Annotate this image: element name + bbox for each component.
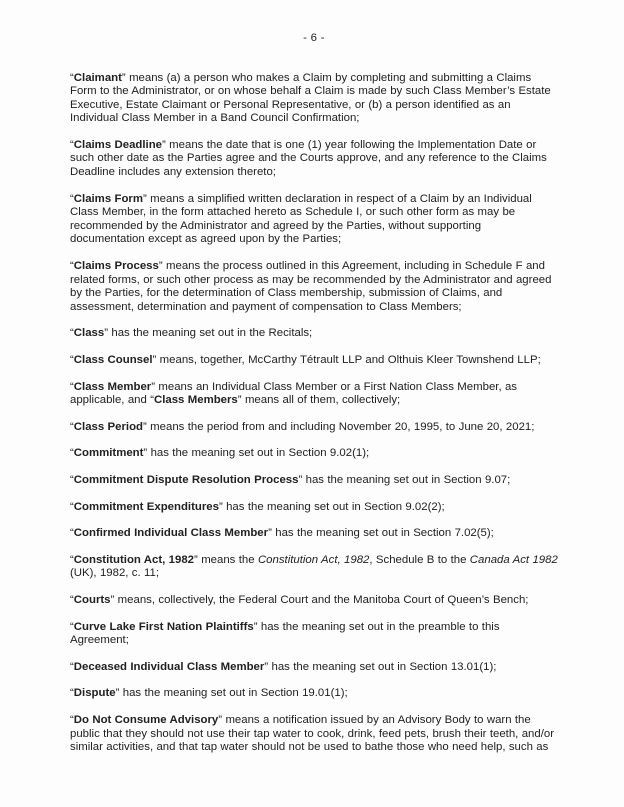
defined-term: Deceased Individual Class Member: [73, 660, 265, 673]
definition-text: “: [70, 138, 74, 151]
definition-class-counsel: [70, 354, 558, 368]
definition-claims-deadline: [70, 139, 558, 180]
definition-do-not-consume-advisory: [70, 714, 558, 755]
definition-text: Constitution Act, 1982: [257, 553, 370, 566]
definition-text: ” has the meaning set out in Section 7.02(5);: [268, 527, 494, 540]
definition-text: ” has the meaning set out in the Recitals;: [104, 327, 313, 340]
definition-text: “: [70, 447, 74, 460]
definition-commitment: [70, 447, 558, 461]
definition-text: ” means an Individual Class Member or a First Nation Class Member, as applicable, and “: [70, 380, 517, 407]
definition-text: “: [70, 380, 74, 393]
definition-claims-form: [70, 193, 558, 247]
definition-text: “: [70, 327, 74, 340]
definition-text: “: [70, 500, 74, 513]
definition-text: “: [70, 713, 74, 726]
defined-term: Constitution Act, 1982: [73, 553, 195, 566]
defined-term: Class Member: [73, 380, 152, 393]
definition-text: ” has the meaning set out in Section 19.01(1);: [115, 687, 348, 700]
defined-term: Dispute: [73, 687, 116, 700]
definition-text: “: [70, 260, 74, 273]
definition-text: ” means the date that is one (1) year following the Implementation Date or such other date as the Parties agree and the Courts approve, and any reference to the Claims Deadline includes any extension thereto;: [70, 138, 547, 179]
defined-term: Courts: [73, 593, 111, 606]
definition-commitment-expenditures: [70, 501, 558, 515]
definition-text: “: [70, 192, 74, 205]
defined-term: Confirmed Individual Class Member: [73, 527, 269, 540]
definition-text: ” means the: [194, 553, 258, 566]
defined-term: Commitment Dispute Resolution Process: [73, 473, 299, 486]
definition-class-member: [70, 381, 558, 408]
definition-class-period: [70, 421, 558, 435]
definition-text: “: [70, 354, 74, 366]
definition-text: “: [70, 660, 74, 673]
definition-text: Canada Act 1982: [469, 553, 558, 566]
definition-text: ” means (a) a person who makes a Claim by completing and submitting a Claims Form to the Administrator, or on whose behalf a Claim is made by such Class Member’s Estate Executive, Estate Claimant or Personal Representative, or (b) a person identified as an Individual Class Member in a Band Council Confirmation;: [70, 71, 551, 125]
defined-term: Claims Form: [73, 192, 143, 205]
defined-term: Class: [73, 327, 105, 340]
definition-confirmed-individual-class-member: [70, 527, 558, 541]
definition-text: ” means, together, McCarthy Tétrault LLP and Olthuis Kleer Townshend LLP;: [152, 354, 541, 366]
defined-term: Commitment: [73, 447, 144, 460]
defined-term: Class Counsel: [73, 354, 153, 366]
definition-text: ” means all of them, collectively;: [237, 394, 401, 407]
definition-text: “: [70, 553, 74, 566]
definition-claimant: [70, 72, 558, 126]
definition-dispute: [70, 687, 558, 701]
definition-text: ” means the period from and including November 20, 1995, to June 20, 2021;: [143, 420, 535, 433]
defined-term: Claims Process: [73, 260, 159, 273]
definition-text: “: [70, 527, 74, 540]
defined-term: Curve Lake First Nation Plaintiffs: [73, 620, 254, 633]
defined-term: Do Not Consume Advisory: [73, 713, 219, 726]
definition-text: “: [70, 71, 74, 84]
definition-text: “: [70, 593, 74, 606]
definition-text: (UK), 1982, c. 11;: [70, 567, 160, 580]
page-number: - 6 -: [303, 32, 325, 44]
definition-text: “: [70, 620, 74, 633]
definition-deceased-individual-class-member: [70, 661, 558, 675]
defined-term: Commitment Expenditures: [73, 500, 219, 513]
definition-curve-lake-first-nation-plaintiffs: [70, 621, 558, 648]
definition-text: ” means a simplified written declaration in respect of a Claim by an Individual Class Member, in the form attached hereto as Schedule I, or such other form as may be recommended by the Administrator and agreed by the Parties, without supporting documentation except as agreed upon by the Parties;: [70, 192, 532, 246]
definition-class: [70, 327, 558, 341]
definition-text: “: [70, 687, 74, 700]
definition-text: “: [70, 420, 74, 433]
definition-text: ” means a notification issued by an Advisory Body to warn the public that they should not use their tap water to cook, drink, feed pets, brush their teeth, and/or similar activities, and that tap water should not be used to bathe those who need help, such as: [70, 713, 554, 754]
definition-claims-process: [70, 260, 558, 314]
defined-term: Class Members: [154, 394, 238, 407]
definition-text: “: [70, 473, 74, 486]
definition-text: ” has the meaning set out in the preamble to this Agreement;: [70, 620, 500, 647]
defined-term: Claims Deadline: [73, 138, 162, 151]
definition-text: ” means, collectively, the Federal Court and the Manitoba Court of Queen’s Bench;: [110, 593, 529, 606]
definition-text: ” has the meaning set out in Section 9.07;: [298, 473, 511, 486]
defined-term: Claimant: [73, 71, 122, 84]
definition-text: ” has the meaning set out in Section 13.01(1);: [264, 660, 497, 673]
defined-term: Class Period: [73, 420, 144, 433]
definition-courts: [70, 594, 558, 608]
definition-text: ” means the process outlined in this Agreement, including in Schedule F and related forms, or such other process as may be recommended by the Administrator and agreed by the Parties, for the determination of Class membership, submission of Claims, and assessment, determination and payment of compensation to Class Members;: [70, 260, 552, 313]
definitions-list: [70, 72, 558, 755]
definition-text: ” has the meaning set out in Section 9.02(2);: [218, 500, 445, 513]
definition-text: , Schedule B to the: [369, 553, 470, 566]
definition-constitution-act-1982: [70, 554, 558, 581]
definition-commitment-dispute-resolution-process: [70, 474, 558, 488]
definition-text: ” has the meaning set out in Section 9.02(1);: [143, 447, 370, 460]
